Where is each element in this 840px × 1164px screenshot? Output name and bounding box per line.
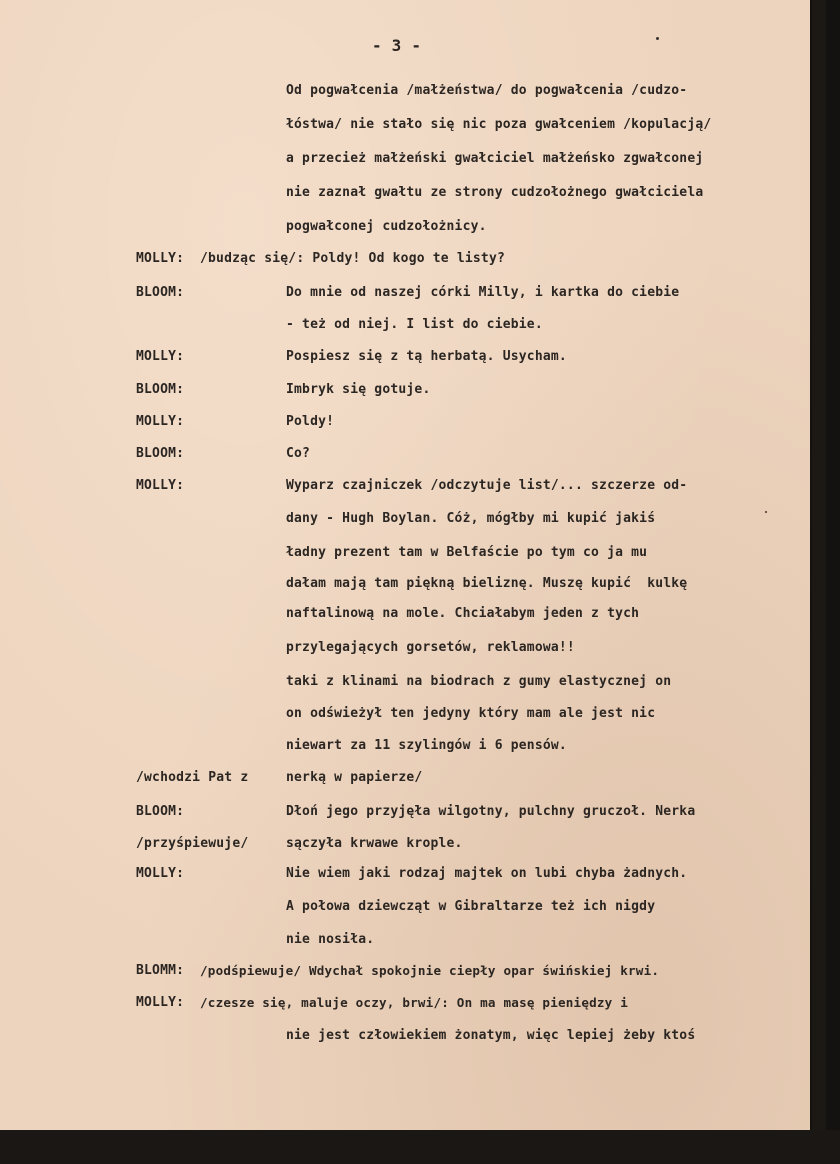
dialogue-line: Do mnie od naszej córki Milly, i kartka do ciebie	[286, 285, 680, 300]
dialogue-line: dałam mają tam piękną bieliznę. Muszę kupić kulkę	[286, 576, 688, 591]
dialogue-line: Poldy!	[286, 414, 335, 429]
speaker-label: BLOOM:	[136, 804, 185, 819]
stage-direction: nerką w papierze/	[286, 770, 423, 785]
dialogue-line: ładny prezent tam w Belfaście po tym co ja mu	[286, 545, 648, 560]
speaker-label: BLOOM:	[136, 382, 185, 397]
speaker-label: BLOMM:	[136, 963, 185, 978]
page-number: - 3 -	[372, 36, 422, 55]
dialogue-line: Pospiesz się z tą herbatą. Usycham.	[286, 349, 567, 364]
text-line: Od pogwałcenia /małżeństwa/ do pogwałcenia /cudzo-	[286, 83, 688, 98]
speaker-label: MOLLY:	[136, 478, 185, 493]
stage-direction: /wchodzi Pat z	[136, 770, 249, 785]
speaker-label: MOLLY:	[136, 251, 185, 266]
speaker-label: MOLLY:	[136, 414, 185, 429]
dark-edge-bottom	[0, 1130, 840, 1164]
dark-edge-right	[812, 0, 826, 1164]
dialogue-line: Co?	[286, 446, 311, 461]
dialogue-line: naftalinową na mole. Chciałabym jeden z tych	[286, 606, 640, 621]
paper-speck	[656, 37, 659, 40]
text-line: pogwałconej cudzołożnicy.	[286, 219, 487, 234]
speaker-label: BLOOM:	[136, 285, 185, 300]
stage-direction: /przyśpiewuje/	[136, 836, 249, 851]
dialogue-line: sączyła krwawe krople.	[286, 836, 463, 851]
dialogue-line: /podśpiewuje/ Wdychał spokojnie ciepły opar świńskiej krwi.	[200, 963, 660, 978]
speaker-label: MOLLY:	[136, 349, 185, 364]
dialogue-line: Imbryk się gotuje.	[286, 382, 431, 397]
dialogue-line: nie nosiła.	[286, 932, 375, 947]
dialogue-line: Nie wiem jaki rodzaj majtek on lubi chyba żadnych.	[286, 866, 688, 881]
speaker-label: MOLLY:	[136, 866, 185, 881]
text-line: nie zaznał gwałtu ze strony cudzołożnego gwałciciela	[286, 185, 704, 200]
dialogue-line: dany - Hugh Boylan. Cóż, mógłby mi kupić jakiś	[286, 511, 656, 526]
dialogue-line: /czesze się, maluje oczy, brwi/: On ma masę pieniędzy i	[200, 995, 629, 1010]
dialogue-line: nie jest człowiekiem żonatym, więc lepiej żeby ktoś	[286, 1028, 696, 1043]
dialogue-line: on odświeżył ten jedyny który mam ale jest nic	[286, 706, 656, 721]
dialogue-line: /budząc się/: Poldy! Od kogo te listy?	[200, 251, 506, 266]
dialogue-line: - też od niej. I list do ciebie.	[286, 317, 543, 332]
dialogue-line: A połowa dziewcząt w Gibraltarze też ich nigdy	[286, 899, 656, 914]
dialogue-line: przylegających gorsetów, reklamowa!!	[286, 640, 575, 655]
paper-speck	[765, 511, 767, 513]
text-line: a przecież małżeński gwałciciel małżeńsko zgwałconej	[286, 151, 704, 166]
dialogue-line: Wyparz czajniczek /odczytuje list/... szczerze od-	[286, 478, 688, 493]
speaker-label: MOLLY:	[136, 995, 185, 1010]
dialogue-line: Dłoń jego przyjęła wilgotny, pulchny gruczoł. Nerka	[286, 804, 696, 819]
speaker-label: BLOOM:	[136, 446, 185, 461]
text-line: łóstwa/ nie stało się nic poza gwałceniem /kopulacją/	[286, 117, 712, 132]
dialogue-line: taki z klinami na biodrach z gumy elastycznej on	[286, 674, 672, 689]
dialogue-line: niewart za 11 szylingów i 6 pensów.	[286, 738, 567, 753]
